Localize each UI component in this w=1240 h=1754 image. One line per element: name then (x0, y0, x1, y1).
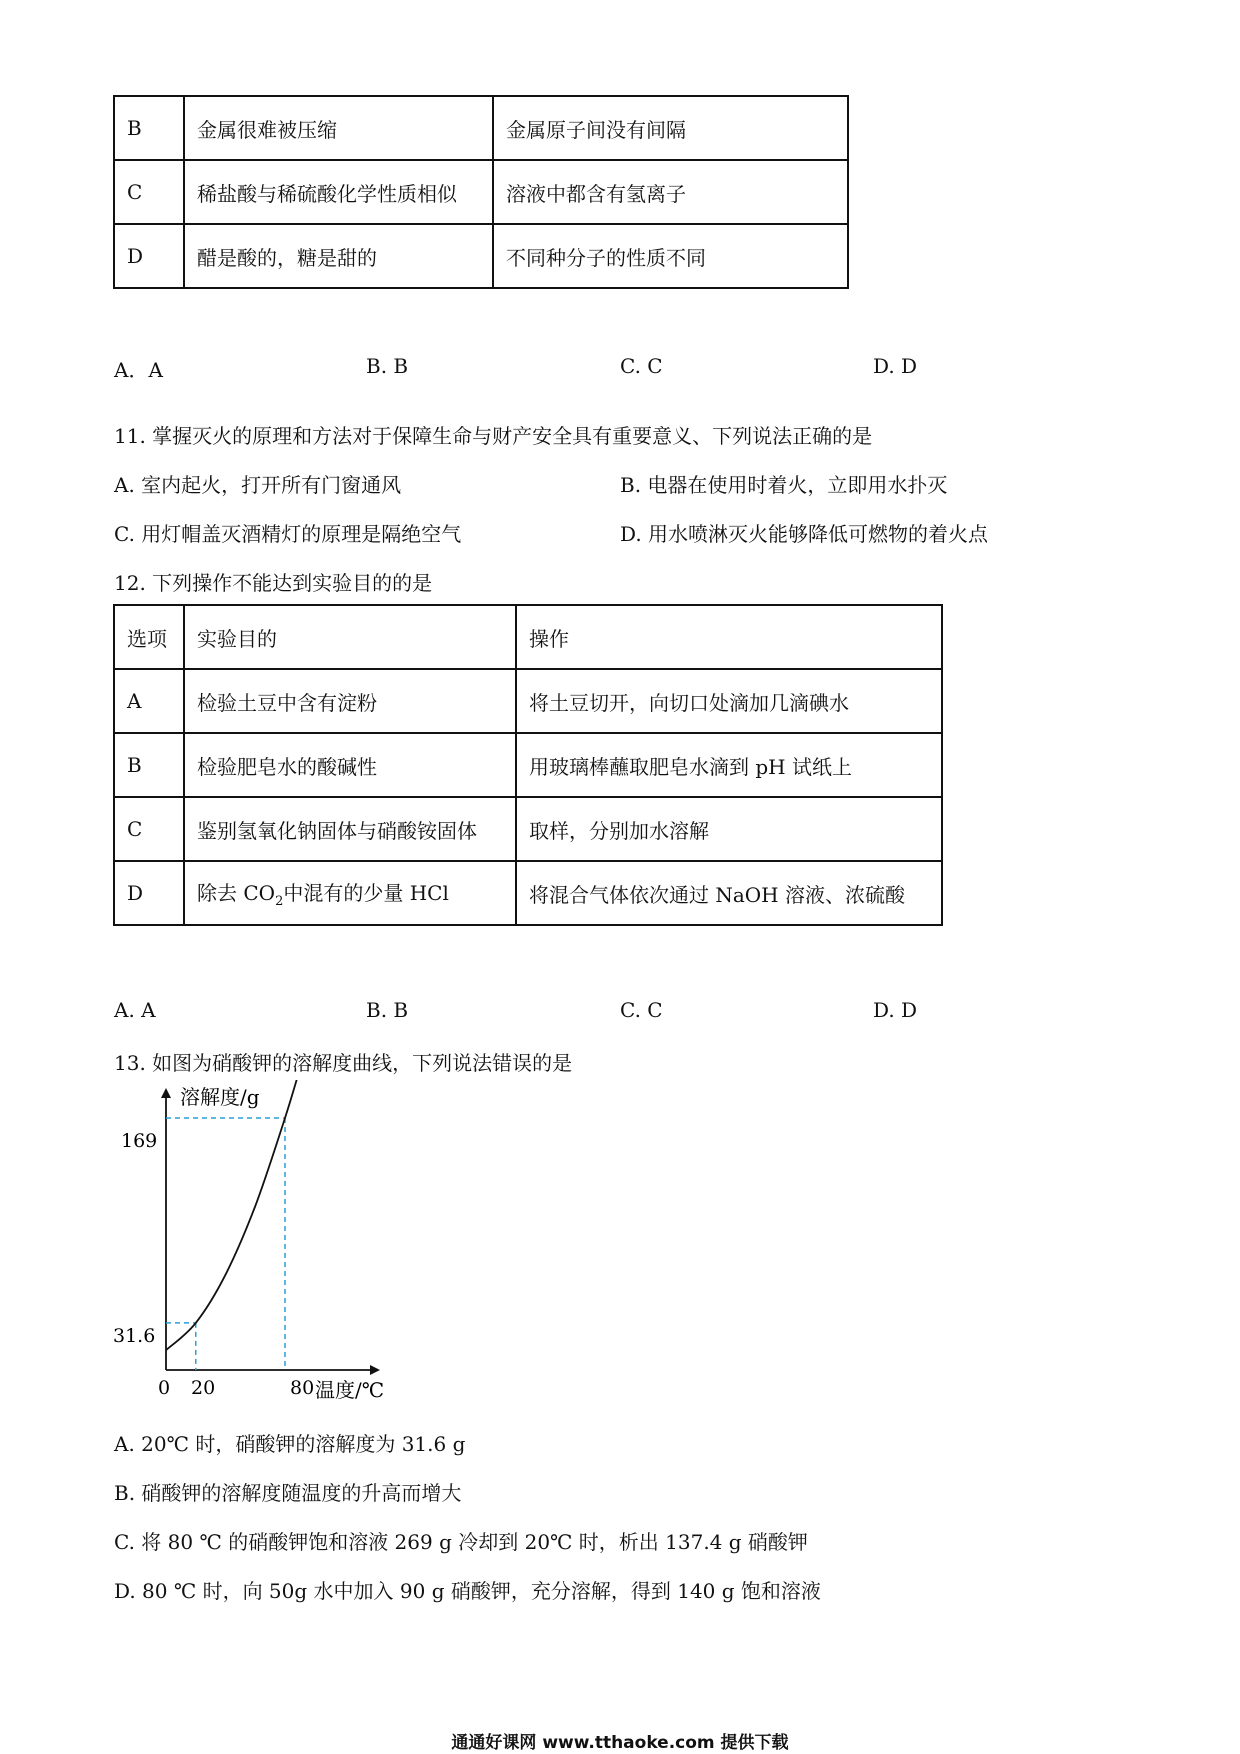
table-cell: D (114, 224, 184, 288)
q10-table (113, 95, 849, 289)
subscript-2: 2 (275, 894, 284, 909)
table-cell: C (114, 797, 184, 861)
table-cell: 将混合气体依次通过 NaOH 溶液、浓硫酸 (516, 861, 942, 925)
table-cell: 不同种分子的性质不同 (493, 224, 848, 288)
y-tick-label-169: 169 (121, 1130, 158, 1152)
q12-table (113, 604, 943, 926)
table-row (114, 861, 942, 925)
hcl-text: 中混有的少量 HCl (283, 881, 449, 905)
q13-option-b: B. 硝酸钾的溶解度随温度的升高而增大 (114, 1481, 462, 1505)
q12-option-c: C. C (620, 998, 663, 1022)
table-cell: 检验肥皂水的酸碱性 (184, 733, 516, 797)
q13-option-d: D. 80 ℃ 时，向 50g 水中加入 90 g 硝酸钾，充分溶解，得到 140 g 饱和溶液 (114, 1579, 821, 1603)
table-cell: C (114, 160, 184, 224)
solubility-curve (166, 1080, 300, 1350)
table-row (114, 224, 848, 288)
table-header-row (114, 605, 942, 669)
table-row (114, 733, 942, 797)
table-cell: D (114, 861, 184, 925)
x-tick-label-80: 80 (290, 1377, 315, 1399)
table-cell: 取样，分别加水溶解 (516, 797, 942, 861)
q10-option-d: D. D (873, 354, 918, 378)
table-cell: 用玻璃棒蘸取肥皂水滴到 pH 试纸上 (516, 733, 942, 797)
q11-option-a: A. 室内起火，打开所有门窗通风 (114, 473, 402, 497)
table-cell (184, 861, 516, 925)
table-header-cell: 实验目的 (184, 605, 516, 669)
table-cell: 金属很难被压缩 (184, 96, 493, 160)
q11-option-b: B. 电器在使用时着火，立即用水扑灭 (620, 473, 948, 497)
q10-option-b: B. B (366, 354, 409, 378)
table-row (114, 160, 848, 224)
x-tick-label-20: 20 (191, 1377, 216, 1399)
table-row (114, 96, 848, 160)
q10-option-a: A．A (114, 358, 163, 382)
q12-option-d: D. D (873, 998, 918, 1022)
q11-stem: 11. 掌握灭火的原理和方法对于保障生命与财产安全具有重要意义、下列说法正确的是 (114, 424, 873, 448)
table-header-cell: 选项 (114, 605, 184, 669)
q11-option-c: C. 用灯帽盖灭酒精灯的原理是隔绝空气 (114, 522, 462, 546)
table-header-cell: 操作 (516, 605, 942, 669)
q12-option-b: B. B (366, 998, 409, 1022)
y-axis-label: 溶解度/g (180, 1085, 260, 1109)
q13-option-c: C. 将 80 ℃ 的硝酸钾饱和溶液 269 g 冷却到 20℃ 时，析出 137.4 g 硝酸钾 (114, 1530, 808, 1554)
x-tick-label-0: 0 (158, 1377, 171, 1399)
table-cell: 将土豆切开，向切口处滴加几滴碘水 (516, 669, 942, 733)
table-cell: B (114, 733, 184, 797)
table-cell: 鉴别氢氧化钠固体与硝酸铵固体 (184, 797, 516, 861)
table-cell: 溶液中都含有氢离子 (493, 160, 848, 224)
solubility-chart (100, 1080, 400, 1410)
table-row (114, 669, 942, 733)
table-cell: 检验土豆中含有淀粉 (184, 669, 516, 733)
q13-option-a: A. 20℃ 时，硝酸钾的溶解度为 31.6 g (114, 1432, 466, 1456)
table-cell: 稀盐酸与稀硫酸化学性质相似 (184, 160, 493, 224)
y-tick-label-31-6: 31.6 (113, 1325, 156, 1347)
footer-text: 通通好课网 www.tthaoke.com 提供下载 (451, 1733, 789, 1753)
table-cell: 金属原子间没有间隔 (493, 96, 848, 160)
table-cell: A (114, 669, 184, 733)
q11-option-d: D. 用水喷淋灭火能够降低可燃物的着火点 (620, 522, 989, 546)
table-cell: B (114, 96, 184, 160)
table-cell: 醋是酸的，糖是甜的 (184, 224, 493, 288)
q12-stem: 12. 下列操作不能达到实验目的的是 (114, 571, 433, 595)
q13-stem: 13. 如图为硝酸钾的溶解度曲线，下列说法错误的是 (114, 1051, 573, 1075)
table-row (114, 797, 942, 861)
q12-option-a: A. A (114, 998, 156, 1022)
co2-text: 除去 CO (197, 881, 276, 905)
q10-option-c: C. C (620, 354, 663, 378)
x-axis-label: 温度/℃ (315, 1378, 385, 1402)
